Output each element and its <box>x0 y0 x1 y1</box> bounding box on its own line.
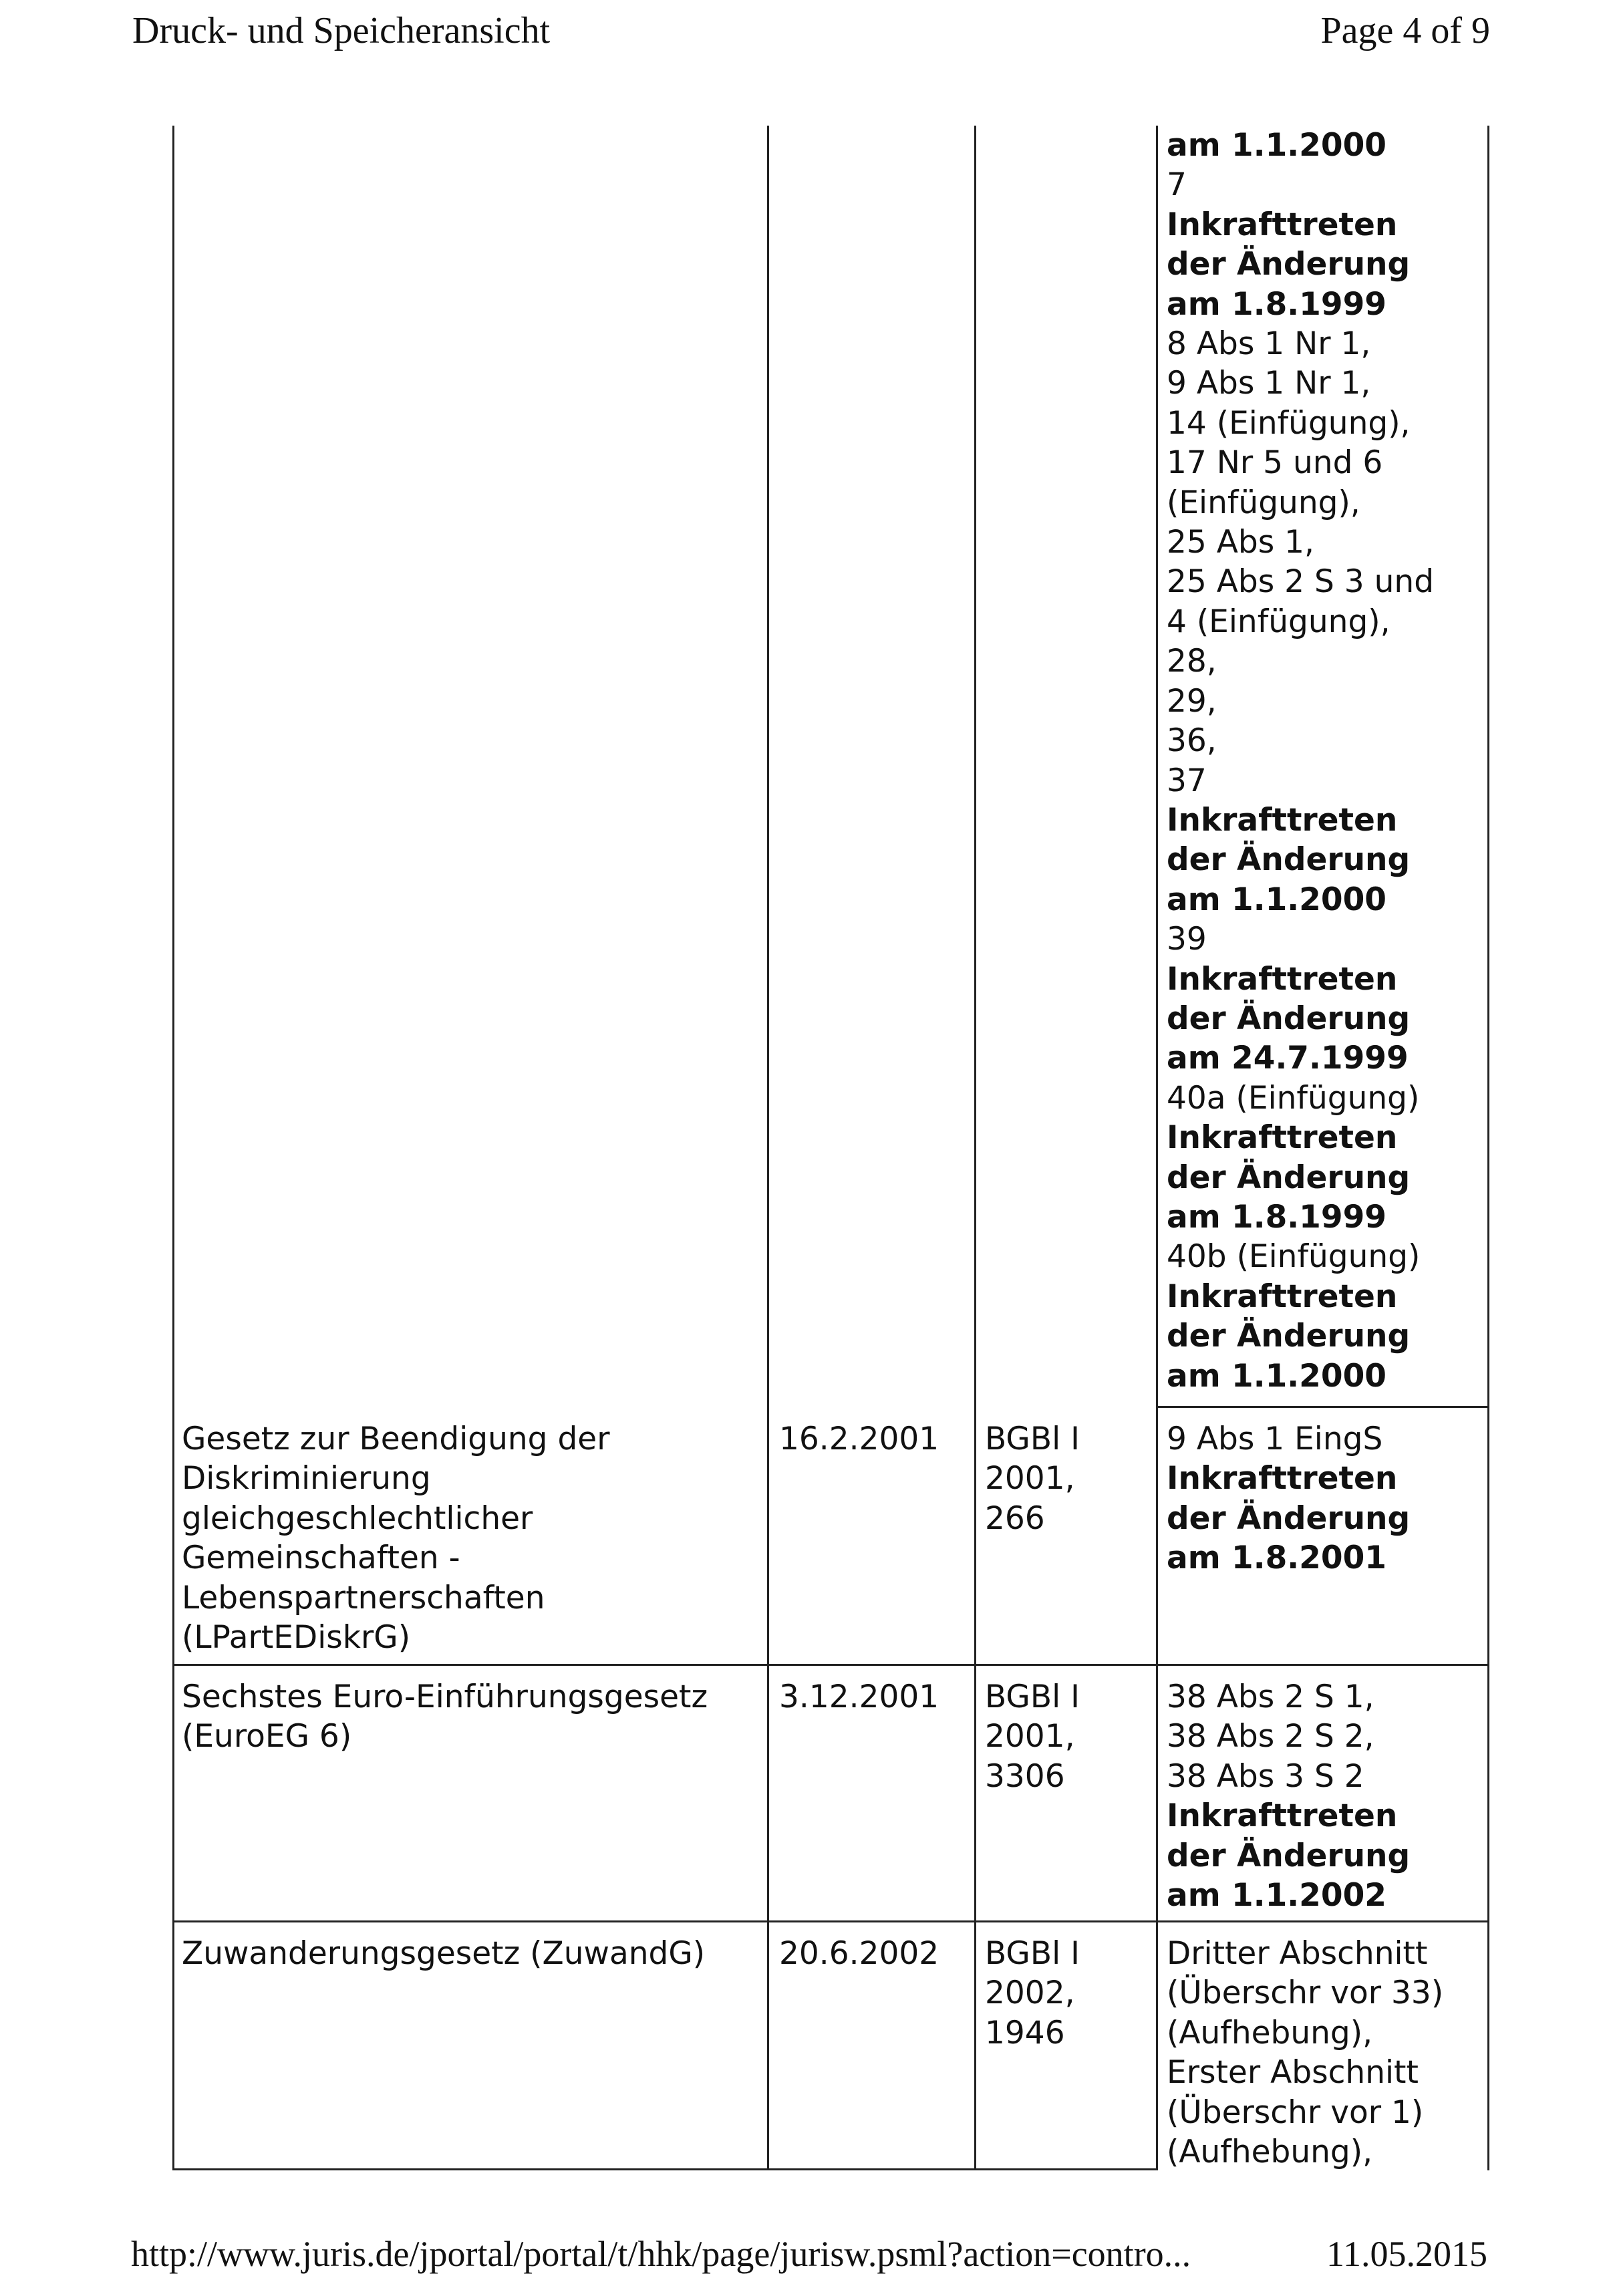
change-entry: Inkrafttreten <box>1167 1119 1398 1157</box>
change-entry: 25 Abs 1, <box>1167 524 1315 561</box>
change-entry: 29, <box>1167 682 1217 720</box>
page-number: Page 4 of 9 <box>1320 10 1490 51</box>
table-row-divider <box>172 1664 1489 1666</box>
change-entry: Dritter Abschnitt <box>1167 1935 1428 1972</box>
table-border-right <box>1487 126 1489 2170</box>
change-entry: 40a (Einfügung) <box>1167 1079 1420 1117</box>
change-entry: 39 <box>1167 921 1207 958</box>
change-entry: 40b (Einfügung) <box>1167 1238 1421 1276</box>
change-entry: der Änderung <box>1167 1837 1411 1874</box>
table-row-divider <box>172 1920 1489 1922</box>
change-entry: der Änderung <box>1167 1318 1411 1355</box>
table-border-left <box>172 126 174 2170</box>
change-entry: 28, <box>1167 643 1217 680</box>
date-cell: 3.12.2001 <box>779 1679 939 1715</box>
change-entry: der Änderung <box>1167 841 1411 879</box>
law-name-cell: Sechstes Euro-Einführungsgesetz (EuroEG 6) <box>182 1679 708 1755</box>
changes-cell <box>1167 1934 1443 2172</box>
source-cell: BGBl I 2002, 1946 <box>985 1935 1080 2051</box>
change-entry: Inkrafttreten <box>1167 1460 1398 1497</box>
change-entry: Inkrafttreten <box>1167 206 1398 243</box>
change-entry: am 1.1.2000 <box>1167 127 1386 164</box>
change-entry: (Aufhebung), <box>1167 2134 1373 2171</box>
table-divider-col2 <box>767 126 769 2170</box>
change-entry: am 1.8.2001 <box>1167 1540 1386 1577</box>
change-entry: (Überschr vor 1) <box>1167 2094 1424 2131</box>
change-entry: (Aufhebung), <box>1167 2014 1373 2051</box>
table-cell-divider <box>1156 1406 1489 1408</box>
change-entry: Inkrafttreten <box>1167 1798 1398 1835</box>
change-entry: 14 (Einfügung), <box>1167 404 1411 442</box>
change-entry: 37 <box>1167 762 1207 799</box>
change-entry: 7 <box>1167 166 1187 204</box>
change-entry: am 1.1.2000 <box>1167 1357 1386 1395</box>
change-entry: 4 (Einfügung), <box>1167 603 1391 640</box>
change-entry: am 24.7.1999 <box>1167 1040 1409 1077</box>
change-entry: 38 Abs 2 S 1, <box>1167 1679 1374 1715</box>
source-cell: BGBl I 2001, 3306 <box>985 1679 1080 1795</box>
change-entry: 38 Abs 3 S 2 <box>1167 1757 1364 1795</box>
change-entry: der Änderung <box>1167 246 1411 283</box>
changes-cell <box>1167 1419 1410 1578</box>
change-entry: Inkrafttreten <box>1167 801 1398 839</box>
change-entry: Inkrafttreten <box>1167 960 1398 998</box>
source-cell: BGBl I 2001, 266 <box>985 1421 1080 1537</box>
change-entry: Inkrafttreten <box>1167 1278 1398 1315</box>
change-entry: 17 Nr 5 und 6 <box>1167 444 1383 482</box>
law-name-cell: Zuwanderungsgesetz (ZuwandG) <box>182 1935 706 1972</box>
date-cell: 20.6.2002 <box>779 1935 939 1972</box>
changes-cell <box>1167 1677 1410 1915</box>
table-divider-col4 <box>1156 126 1158 2170</box>
table-bottom-line <box>172 2168 1158 2170</box>
footer-date: 11.05.2015 <box>1326 2234 1487 2274</box>
change-entry: der Änderung <box>1167 1159 1411 1196</box>
change-entry: (Einfügung), <box>1167 484 1360 521</box>
law-name-cell: Gesetz zur Beendigung der Diskriminierung gleichgeschlechtlicher Gemeinschaften - Lebenspartnerschaften (LPartEDiskrG) <box>182 1421 610 1657</box>
change-entry: der Änderung <box>1167 1000 1411 1037</box>
table-divider-col3 <box>974 126 976 2170</box>
change-entry: Erster Abschnitt <box>1167 2054 1419 2092</box>
change-entry: 38 Abs 2 S 2, <box>1167 1718 1374 1755</box>
change-entry: 9 Abs 1 EingS <box>1167 1421 1383 1457</box>
change-entry: am 1.8.1999 <box>1167 1198 1386 1236</box>
change-entry: der Änderung <box>1167 1499 1411 1537</box>
change-entry: 8 Abs 1 Nr 1, <box>1167 325 1371 363</box>
footer-url: http://www.juris.de/jportal/portal/t/hhk/page/jurisw.psml?action=contro... <box>131 2234 1191 2274</box>
change-entry: 25 Abs 2 S 3 und <box>1167 563 1435 601</box>
page-header-title: Druck- und Speicheransicht <box>132 10 551 51</box>
change-entry: 9 Abs 1 Nr 1, <box>1167 365 1371 402</box>
change-entry: am 1.1.2000 <box>1167 881 1386 918</box>
change-entry: (Überschr vor 33) <box>1167 1975 1444 2012</box>
continued-changes-cell <box>1167 126 1434 1396</box>
change-entry: am 1.8.1999 <box>1167 285 1386 323</box>
change-entry: am 1.1.2002 <box>1167 1877 1386 1914</box>
date-cell: 16.2.2001 <box>779 1421 939 1457</box>
change-entry: 36, <box>1167 722 1217 760</box>
